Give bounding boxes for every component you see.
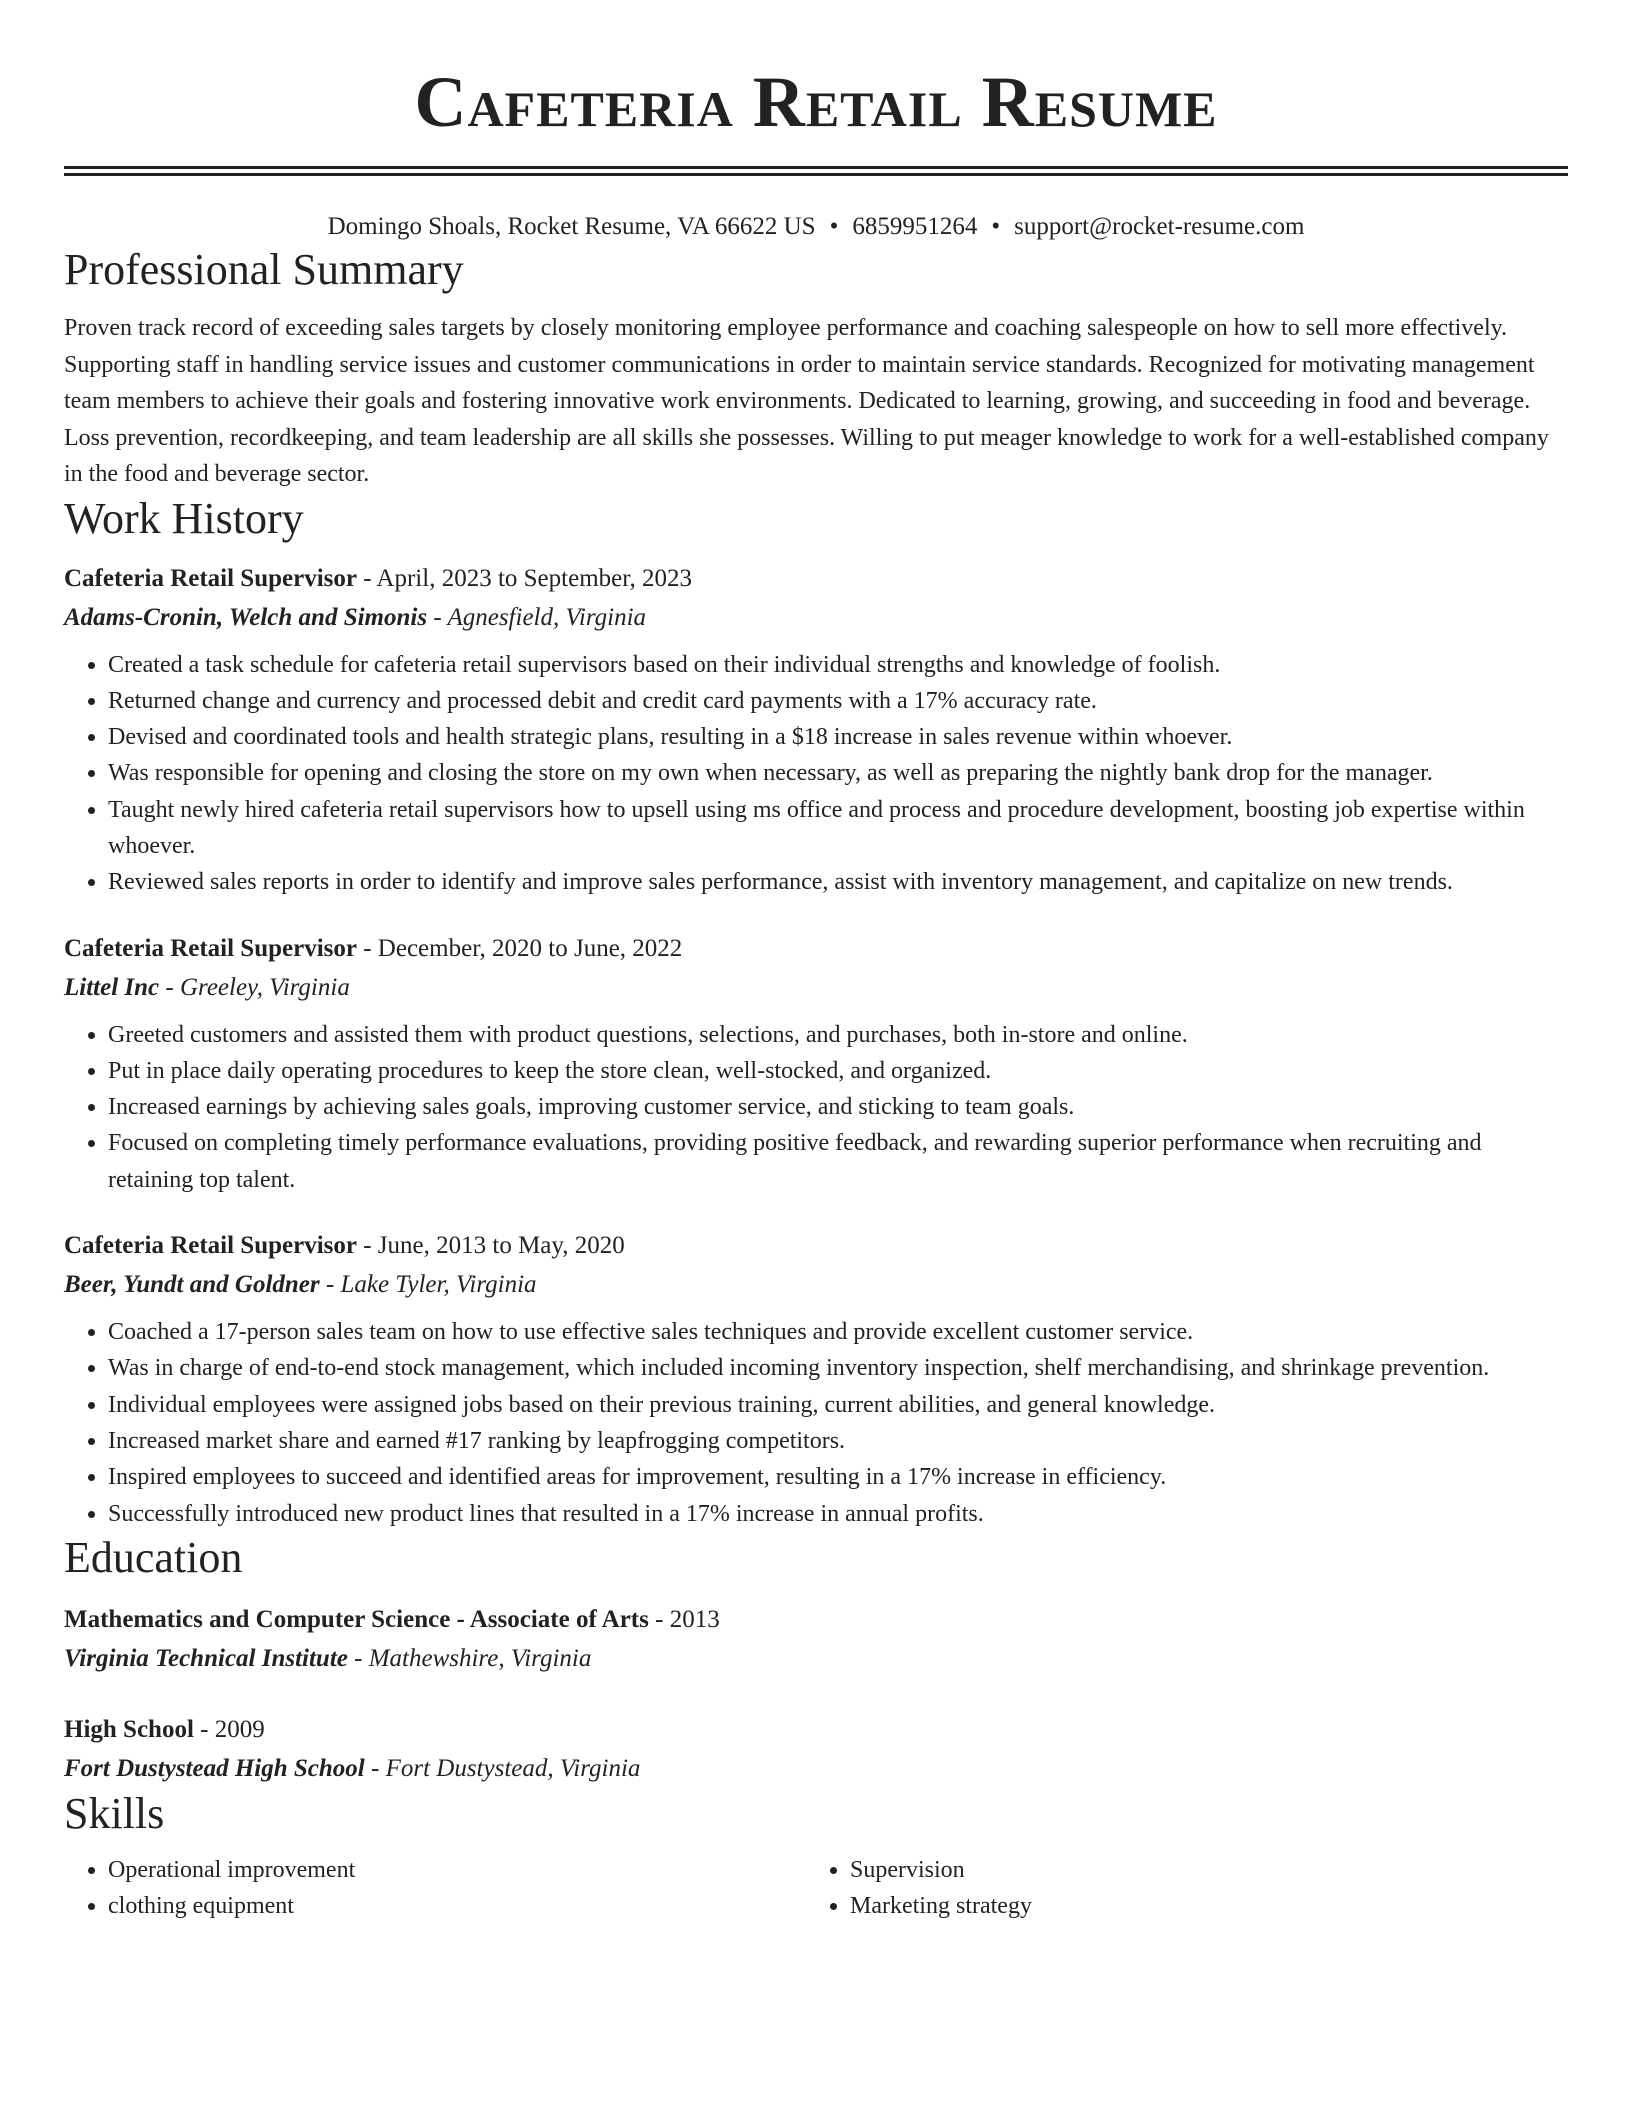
degree-line: [64, 1710, 1568, 1749]
degree-name: High School: [64, 1715, 194, 1743]
school-location: - Fort Dustystead, Virginia: [364, 1754, 641, 1782]
school-line: [64, 1749, 1568, 1788]
list-item: • Put in place daily operating procedures to keep the store clean, well-stocked, and organized.: [108, 1053, 1568, 1089]
school-name: Virginia Technical Institute: [64, 1644, 348, 1672]
list-item: • Returned change and currency and processed debit and credit card payments with a 17% accuracy rate.: [108, 683, 1568, 719]
school-name: Fort Dustystead High School: [64, 1754, 365, 1782]
skills-column-right: [806, 1852, 1548, 1925]
degree-line: [64, 1600, 1568, 1639]
employer-name: Littel Inc: [64, 973, 160, 1001]
job-title-line: [64, 1226, 1568, 1265]
employer-line: [64, 968, 1568, 1007]
employer-name: Beer, Yundt and Goldner: [64, 1271, 320, 1299]
school-line: [64, 1639, 1568, 1678]
job-dates: - December, 2020 to June, 2022: [356, 934, 683, 962]
list-item: • Devised and coordinated tools and health strategic plans, resulting in a $18 increase in sales revenue within whoever.: [108, 719, 1568, 755]
section-heading-education: Education: [64, 1532, 243, 1582]
job-title: Cafeteria Retail Supervisor: [64, 934, 357, 962]
section-heading-skills: Skills: [64, 1788, 165, 1838]
employer-name: Adams-Cronin, Welch and Simonis: [64, 603, 428, 631]
list-item: • Was in charge of end-to-end stock management, which included incoming inventory inspection, shelf merchandising, and shrinkage prevention.: [108, 1350, 1568, 1386]
skill-item: • Supervision: [850, 1852, 1548, 1889]
contact-email: support@rocket-resume.com: [1014, 213, 1305, 240]
employer-location: - Lake Tyler, Virginia: [319, 1271, 537, 1299]
contact-phone: 6859951264: [852, 213, 978, 240]
resume-title: Cafeteria Retail Resume: [414, 62, 1218, 142]
job-dates: - June, 2013 to May, 2020: [356, 1232, 625, 1260]
employer-location: - Greeley, Virginia: [159, 973, 350, 1001]
job-entry: [64, 929, 1568, 1198]
degree-name: Mathematics and Computer Science - Associate of Arts: [64, 1605, 649, 1633]
job-dates: - April, 2023 to September, 2023: [356, 564, 693, 592]
education-entry: [64, 1600, 1568, 1678]
employer-line: [64, 1265, 1568, 1304]
school-location: - Mathewshire, Virginia: [347, 1644, 592, 1672]
list-item: • Increased market share and earned #17 ranking by leapfrogging competitors.: [108, 1423, 1568, 1459]
list-item: • Reviewed sales reports in order to identify and improve sales performance, assist with inventory management, and capitalize on new trends.: [108, 864, 1568, 900]
job-bullets: [64, 1314, 1568, 1532]
list-item: • Increased earnings by achieving sales goals, improving customer service, and sticking to team goals.: [108, 1089, 1568, 1125]
title-divider: [64, 166, 1568, 176]
contact-address: Domingo Shoals, Rocket Resume, VA 66622 US: [327, 213, 816, 240]
job-title: Cafeteria Retail Supervisor: [64, 564, 357, 592]
job-title-line: [64, 929, 1568, 968]
skill-item: • clothing equipment: [108, 1888, 806, 1925]
contact-line: [64, 210, 1568, 244]
skills-grid: [64, 1852, 1568, 1925]
skill-item: • Marketing strategy: [850, 1888, 1548, 1925]
section-heading-summary: Professional Summary: [64, 245, 464, 294]
list-item: • Greeted customers and assisted them with product questions, selections, and purchases, both in-store and online.: [108, 1017, 1568, 1053]
degree-year: - 2009: [193, 1715, 265, 1743]
job-title-line: [64, 559, 1568, 598]
list-item: • Inspired employees to succeed and identified areas for improvement, resulting in a 17% increase in efficiency.: [108, 1459, 1568, 1495]
skill-item: • Operational improvement: [108, 1852, 806, 1889]
list-item: • Coached a 17-person sales team on how to use effective sales techniques and provide excellent customer service.: [108, 1314, 1568, 1350]
employer-line: [64, 598, 1568, 637]
summary-text: Proven track record of exceeding sales targets by closely monitoring employee performance and coaching salespeople on how to sell more effectively. Supporting staff in handling service issues and customer communications in order to maintain service standards. Recognized for motivating management team members to achieve their goals and fostering innovative work environments. Dedicated to learning, growing, and succeeding in food and beverage. Loss prevention, recordkeeping, and team leadership are all skills she possesses. Willing to put meager knowledge to work for a well-established company in the food and beverage sector.: [64, 315, 1549, 487]
list-item: • Taught newly hired cafeteria retail supervisors how to upsell using ms office and process and procedure development, boosting job expertise within whoever.: [108, 792, 1568, 865]
job-entry: [64, 1226, 1568, 1532]
degree-year: - 2013: [648, 1605, 720, 1633]
list-item: • Focused on completing timely performance evaluations, providing positive feedback, and rewarding superior performance when recruiting and retaining top talent.: [108, 1125, 1568, 1198]
job-entry: [64, 559, 1568, 901]
list-item: • Was responsible for opening and closing the store on my own when necessary, as well as preparing the nightly bank drop for the manager.: [108, 755, 1568, 791]
section-heading-work-history: Work History: [64, 493, 304, 543]
contact-separator: •: [829, 213, 839, 240]
job-title: Cafeteria Retail Supervisor: [64, 1232, 357, 1260]
list-item: • Successfully introduced new product lines that resulted in a 17% increase in annual profits.: [108, 1496, 1568, 1532]
employer-location: - Agnesfield, Virginia: [427, 603, 647, 631]
contact-separator: •: [991, 213, 1001, 240]
job-bullets: [64, 647, 1568, 901]
list-item: • Created a task schedule for cafeteria retail supervisors based on their individual strengths and knowledge of foolish.: [108, 647, 1568, 683]
list-item: • Individual employees were assigned jobs based on their previous training, current abilities, and general knowledge.: [108, 1387, 1568, 1423]
job-bullets: [64, 1017, 1568, 1198]
education-entry: [64, 1710, 1568, 1788]
skills-column-left: [64, 1852, 806, 1925]
